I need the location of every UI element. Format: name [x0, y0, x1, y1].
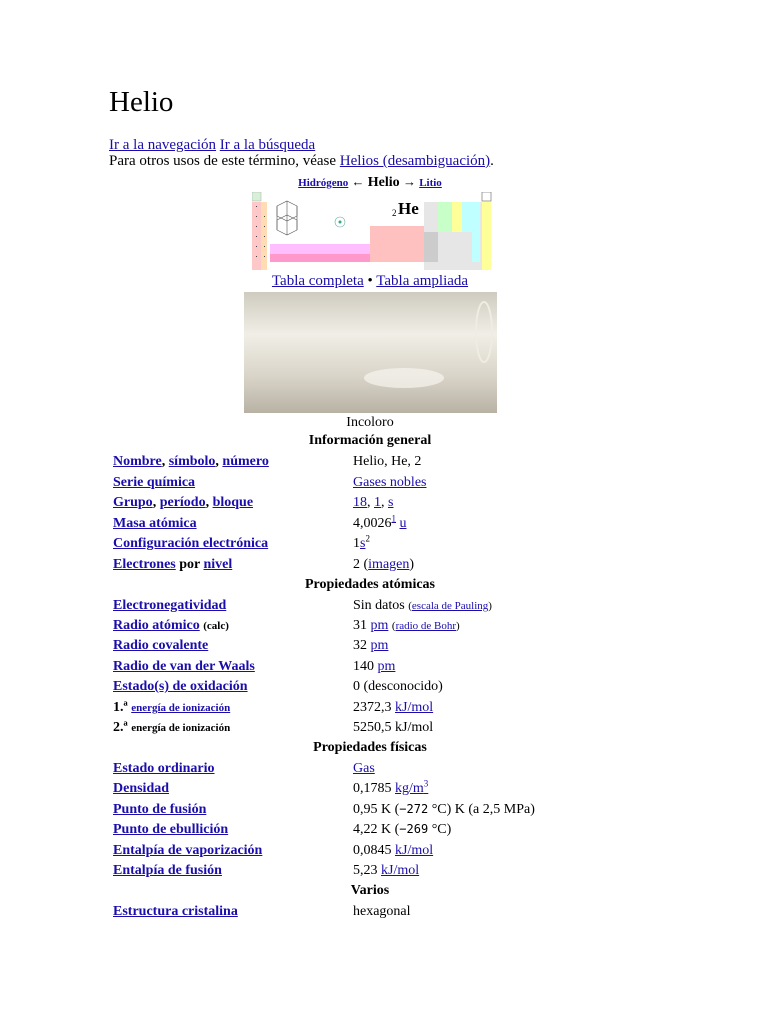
row-crystal-structure: [113, 904, 633, 924]
number-link[interactable]: número: [222, 454, 269, 469]
row-first-ionization: [113, 700, 633, 720]
row-second-ionization: [113, 720, 633, 740]
row-electron-config: [113, 533, 633, 556]
crystal-structure-link[interactable]: Estructura cristalina: [113, 904, 238, 919]
row-label: [113, 454, 269, 470]
fusion-enthalpy-link[interactable]: Entalpía de fusión: [113, 863, 222, 878]
comma: ,: [367, 495, 371, 510]
calc-label: (calc): [203, 620, 229, 632]
row-ordinary-state: [113, 761, 633, 781]
row-atomic-radius: Radio atómico (calc) 31 pm (radio de Bohr): [113, 618, 460, 633]
page-title: Helio: [109, 86, 174, 118]
section-misc: Varios: [350, 883, 390, 898]
noble-gases-link[interactable]: Gases nobles: [353, 475, 427, 490]
ionization-energy-link[interactable]: energía de ionización: [131, 702, 231, 714]
current-element: Helio: [367, 175, 400, 190]
atomic-mass-value: 4,0026: [353, 516, 392, 531]
electron-config-link[interactable]: Configuración electrónica: [113, 536, 269, 551]
atomic-mass-ref[interactable]: 1: [391, 513, 396, 524]
kjmol-link[interactable]: kJ/mol: [395, 843, 434, 858]
separator: •: [367, 273, 373, 289]
vaporization-enthalpy-link[interactable]: Entalpía de vaporización: [113, 843, 263, 858]
kgm3-link[interactable]: [395, 778, 429, 796]
name-link[interactable]: Nombre: [113, 454, 162, 469]
atomic-number-label: 2: [392, 208, 397, 218]
atomic-radius-value: 31: [353, 618, 367, 633]
electronegativity-value: Sin datos: [353, 598, 405, 613]
atomic-mass-link[interactable]: Masa atómica: [113, 516, 197, 531]
paren-close: ): [409, 557, 415, 572]
comma: ,: [161, 454, 166, 469]
row-electrons-per-level: [113, 557, 633, 577]
pm-link[interactable]: pm: [370, 618, 389, 633]
density-unit-sup: 3: [423, 778, 429, 789]
image-link[interactable]: imagen: [368, 557, 410, 572]
disambig-link[interactable]: Helios (desambiguación): [339, 153, 491, 169]
period-link[interactable]: período: [159, 495, 206, 510]
prev-element-link[interactable]: Hidrógeno: [298, 177, 349, 189]
atomic-radius-link[interactable]: Radio atómico: [113, 618, 200, 633]
block-link[interactable]: bloque: [212, 495, 254, 510]
symbol-link[interactable]: símbolo: [168, 454, 216, 469]
periodic-table-image[interactable]: [252, 192, 492, 270]
table-links: [0, 273, 740, 290]
section-physical: Propiedades físicas: [313, 740, 427, 755]
second-ionization-value: 5250,5 kJ/mol: [353, 720, 434, 735]
covalent-radius-link[interactable]: Radio covalente: [113, 638, 209, 653]
ionization-ordinal: 2.ª: [113, 720, 128, 735]
melting-point-link[interactable]: Punto de fusión: [113, 802, 207, 817]
element-symbol-label: He: [398, 199, 419, 218]
fusion-value: 5,23: [353, 863, 378, 878]
kjmol-link[interactable]: kJ/mol: [395, 700, 434, 715]
row-name-symbol-number: [113, 454, 633, 474]
atomic-mass-unit-link[interactable]: u: [399, 516, 407, 531]
row-electronegativity: Electronegatividad Sin datos (escala de Pauling): [113, 598, 492, 613]
config-prefix: 1: [353, 536, 360, 551]
first-ionization-value: 2372,3: [353, 700, 392, 715]
block-value-link[interactable]: s: [388, 495, 394, 510]
disambig-suffix: .: [490, 153, 494, 169]
helium-tube-photo[interactable]: [244, 292, 497, 413]
density-link[interactable]: Densidad: [113, 781, 170, 796]
electronegativity-link[interactable]: Electronegatividad: [113, 598, 227, 613]
boiling-celsius: −269: [399, 822, 429, 836]
kjmol-link[interactable]: kJ/mol: [381, 863, 420, 878]
row-melting-point: [113, 802, 633, 822]
disambiguation-note: [109, 153, 494, 170]
s-orbital-link[interactable]: s: [360, 536, 366, 551]
gas-link[interactable]: Gas: [353, 761, 375, 776]
vdw-radius-link[interactable]: Radio de van der Waals: [113, 659, 255, 674]
section-atomic: Propiedades atómicas: [304, 577, 435, 592]
ionization-energy-label: energía de ionización: [131, 722, 231, 734]
ionization-ordinal: 1.ª: [113, 700, 128, 715]
melting-celsius: −272: [399, 802, 429, 816]
density-unit: kg/m: [395, 781, 424, 796]
melting-suffix: °C) K (a 2,5 MPa): [428, 802, 535, 817]
density-value: 0,1785: [353, 781, 392, 796]
row-value: Helio, He, 2: [353, 454, 422, 469]
electrons-link[interactable]: Electrones: [113, 557, 176, 572]
comma: ,: [381, 495, 385, 510]
boiling-point-link[interactable]: Punto de ebullición: [113, 822, 229, 837]
nav-link[interactable]: Ir a la navegación: [109, 137, 217, 153]
row-group-period-block: [113, 495, 633, 515]
atom-diagram-icon: [335, 217, 345, 227]
crystal-structure-value: hexagonal: [353, 904, 411, 919]
row-covalent-radius: [113, 638, 633, 658]
bohr-radius-link[interactable]: radio de Bohr: [395, 620, 457, 632]
right-arrow-icon: →: [402, 174, 416, 189]
comma: ,: [215, 454, 219, 469]
row-atomic-mass: [113, 513, 633, 536]
chemical-series-link[interactable]: Serie química: [113, 475, 196, 490]
row-fusion-enthalpy: [113, 863, 633, 883]
left-arrow-icon: ←: [351, 174, 365, 189]
period-value-link[interactable]: 1: [374, 495, 381, 510]
level-link[interactable]: nivel: [203, 557, 233, 572]
config-sup: 2: [365, 533, 370, 544]
group-link[interactable]: Grupo: [113, 495, 153, 510]
section-general: Información general: [308, 433, 432, 448]
skip-links: [109, 137, 315, 154]
row-vdw-radius: [113, 659, 633, 679]
vaporization-value: 0,0845: [353, 843, 392, 858]
row-vaporization-enthalpy: [113, 843, 633, 863]
row-oxidation-states: [113, 679, 633, 699]
complete-table-link[interactable]: Tabla completa: [271, 273, 364, 289]
covalent-radius-value: 32: [353, 638, 367, 653]
element-navigation: [0, 174, 740, 191]
row-density: [113, 778, 633, 801]
melting-kelvin: 0,95 K (: [353, 802, 400, 817]
pauling-scale-link[interactable]: escala de Pauling: [411, 600, 489, 612]
boiling-kelvin: 4,22 K (: [353, 822, 400, 837]
pm-link[interactable]: pm: [370, 638, 389, 653]
row-boiling-point: [113, 822, 633, 842]
comma: ,: [205, 495, 210, 510]
vdw-radius-value: 140: [353, 659, 374, 674]
image-caption: Incoloro: [346, 415, 394, 430]
row-chemical-series: [113, 475, 633, 495]
next-element-link[interactable]: Litio: [419, 177, 442, 189]
por-label: por: [179, 557, 200, 572]
comma: ,: [152, 495, 157, 510]
group-value-link[interactable]: 18: [353, 495, 367, 510]
crystal-structure-icon: [277, 201, 297, 235]
electrons-value: 2 (: [353, 557, 369, 572]
boiling-suffix: °C): [428, 822, 452, 837]
extended-table-link[interactable]: Tabla ampliada: [376, 273, 469, 289]
disambig-prefix: Para otros usos de este término, véase: [109, 153, 340, 169]
search-link[interactable]: Ir a la búsqueda: [219, 137, 316, 153]
oxidation-value: 0 (desconocido): [353, 679, 443, 694]
pm-link[interactable]: pm: [377, 659, 396, 674]
oxidation-states-link[interactable]: Estado(s) de oxidación: [113, 679, 248, 694]
ordinary-state-link[interactable]: Estado ordinario: [113, 761, 215, 776]
